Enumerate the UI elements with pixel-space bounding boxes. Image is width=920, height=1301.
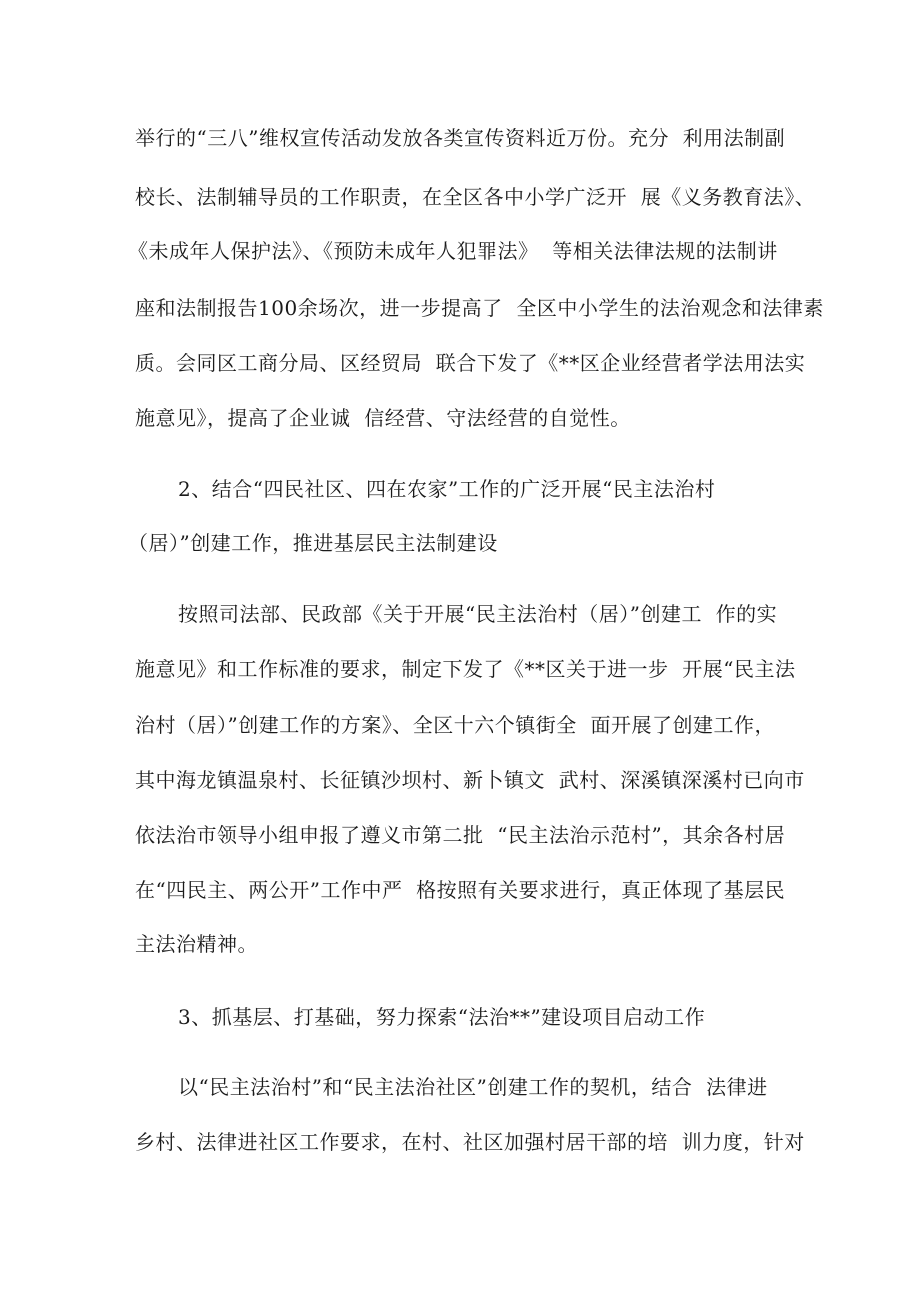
text-line: 座和法制报告100余场次，进一步提高了 全区中小学生的法治观念和法律素 [135, 296, 824, 320]
text-line: 其中海龙镇温泉村、长征镇沙坝村、新卜镇文 武村、深溪镇深溪村已向市 [135, 768, 805, 792]
text-line: 乡村、法律进社区工作要求，在村、社区加强村居干部的培 训力度，针对 [135, 1130, 805, 1154]
text-line: 施意见》和工作标准的要求，制定下发了《**区关于进一步 开展“民主法 [135, 657, 796, 681]
heading-line: 3、抓基层、打基础，努力探索“法治**”建设项目启动工作 [178, 1005, 706, 1029]
text-line: 举行的“三八”维权宣传活动发放各类宣传资料近万份。充分 利用法制副 [135, 126, 786, 150]
text-line: 依法治市领导小组申报了遵义市第二批 “民主法治示范村”，其余各村居 [135, 823, 786, 847]
text-line: 《未成年人保护法》、《预防未成年人犯罪法》 等相关法律法规的法制讲 [128, 239, 778, 263]
text-line: 在“四民主、两公开”工作中严 格按照有关要求进行，真正体现了基层民 [135, 878, 786, 902]
text-line: 质。会同区工商分局、区经贸局 联合下发了《**区企业经营者学法用法实 [135, 351, 806, 375]
heading-line: 2、结合“四民社区、四在农家”工作的广泛开展“民主法治村 [178, 477, 716, 501]
text-line: 施意见》，提高了企业诚 信经营、守法经营的自觉性。 [135, 406, 631, 430]
text-line: 主法治精神。 [135, 932, 258, 956]
text-line: 按照司法部、民政部《关于开展“民主法治村（居）”创建工 作的实 [178, 602, 778, 626]
heading-line: （居）”创建工作，推进基层民主法制建设 [128, 531, 498, 555]
text-line: 以“民主法治村”和“民主法治社区”创建工作的契机，结合 法律进 [178, 1075, 768, 1099]
text-line: 校长、法制辅导员的工作职责，在全区各中小学广泛开 展《义务教育法》、 [135, 185, 816, 209]
text-line: 治村（居）”创建工作的方案》、全区十六个镇街全 面开展了创建工作， [135, 713, 775, 737]
